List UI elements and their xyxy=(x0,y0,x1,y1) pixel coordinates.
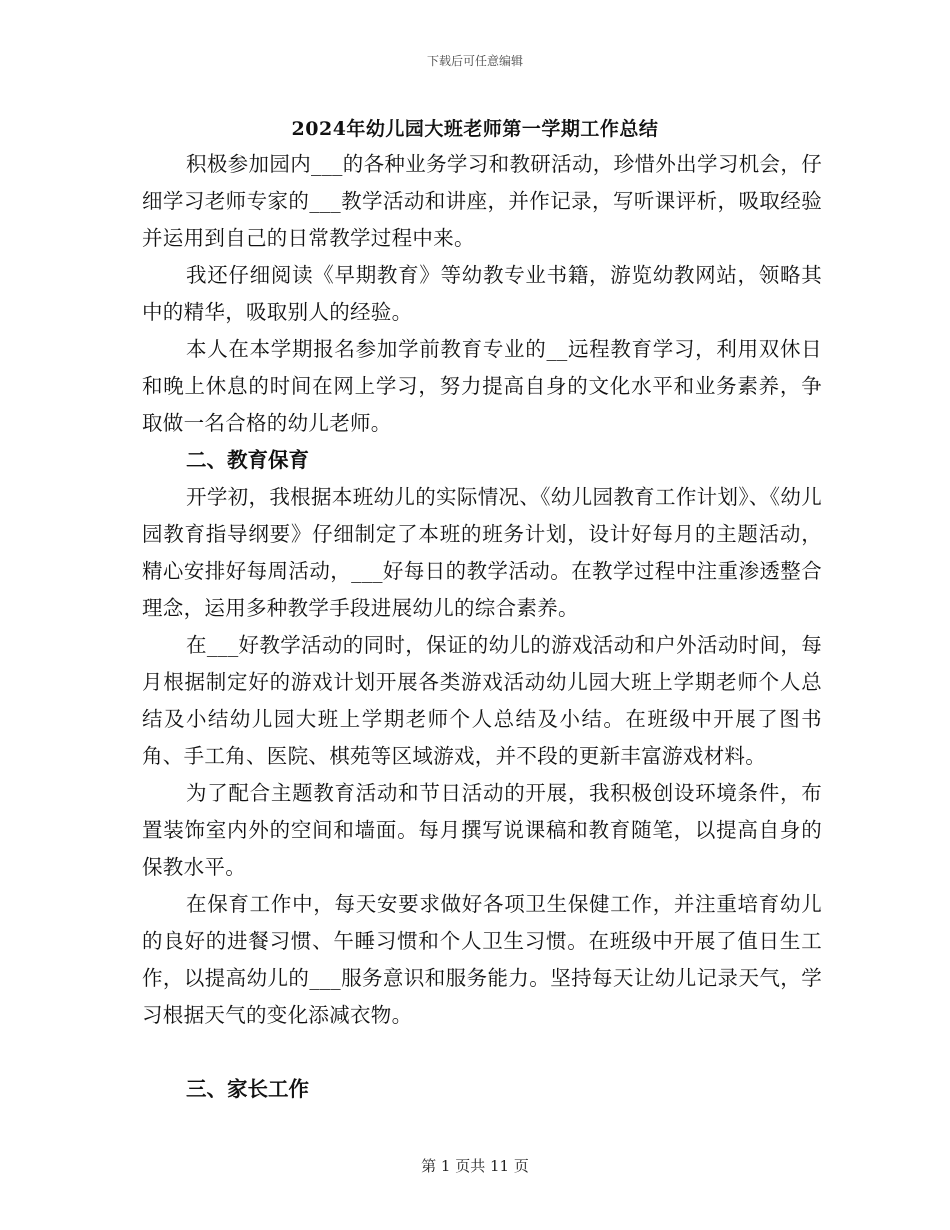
document-body xyxy=(142,146,822,1034)
page-number: 第 1 页共 11 页 xyxy=(421,1157,529,1175)
section-heading-parents: 三、家长工作 xyxy=(186,1077,309,1101)
intro-paragraph-1: 积极参加园内___的各种业务学习和教研活动，珍惜外出学习机会，仔细学习老师专家的___教学活动和讲座，并作记录，写听课评析，吸取经验并运用到自己的日常教学过程中来。 xyxy=(142,152,822,250)
education-paragraph-4: 在保育工作中，每天安要求做好各项卫生保健工作，并注重培育幼儿的良好的进餐习惯、午睡习惯和个人卫生习惯。在班级中开展了值日生工作，以提高幼儿的___服务意识和服务能力。坚持每天让幼儿记录天气，学习根据天气的变化添减衣物。 xyxy=(142,892,822,1027)
section-parents xyxy=(142,1071,822,1108)
education-paragraph-2: 在___好教学活动的同时，保证的幼儿的游戏活动和户外活动时间，每月根据制定好的游戏计划开展各类游戏活动幼儿园大班上学期老师个人总结及小结幼儿园大班上学期老师个人总结及小结。在班级中开展了图书角、手工角、医院、棋苑等区域游戏，并不段的更新丰富游戏材料。 xyxy=(142,633,822,768)
section-heading-education: 二、教育保育 xyxy=(186,448,309,472)
intro-paragraph-2: 我还仔细阅读《早期教育》等幼教专业书籍，游览幼教网站，领略其中的精华，吸取别人的经验。 xyxy=(142,263,822,324)
education-paragraph-3: 为了配合主题教育活动和节日活动的开展，我积极创设环境条件，布置装饰室内外的空间和墙面。每月撰写说课稿和教育随笔，以提高自身的保教水平。 xyxy=(142,781,822,879)
page-header-note: 下载后可任意编辑 xyxy=(426,54,523,68)
document-title: 2024年幼儿园大班老师第一学期工作总结 xyxy=(291,118,659,140)
education-paragraph-1: 开学初，我根据本班幼儿的实际情况、《幼儿园教育工作计划》、《幼儿园教育指导纲要》仔细制定了本班的班务计划，设计好每月的主题活动，精心安排好每周活动，___好每日的教学活动。在教学过程中注重渗透整合理念，运用多种教学手段进展幼儿的综合素养。 xyxy=(142,485,822,620)
intro-paragraph-3: 本人在本学期报名参加学前教育专业的__远程教育学习，利用双休日和晚上休息的时间在网上学习，努力提高自身的文化水平和业务素养，争取做一名合格的幼儿老师。 xyxy=(142,337,822,435)
